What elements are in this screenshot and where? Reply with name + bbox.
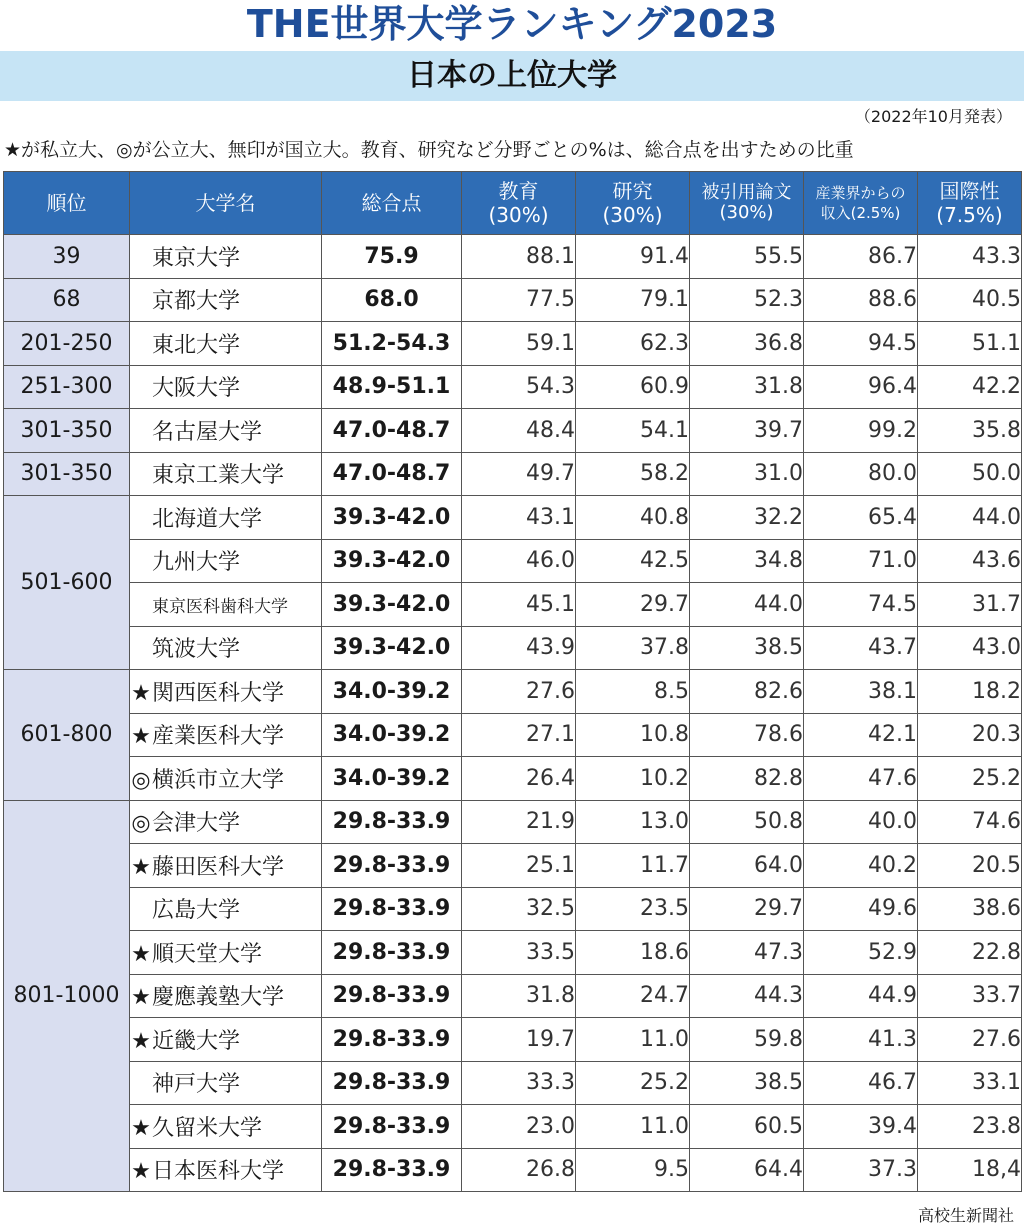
research-value: 91.4: [576, 235, 690, 279]
university-name-cell: [130, 583, 322, 627]
citations-value: 82.8: [690, 757, 804, 801]
research-value: 13.0: [576, 800, 690, 844]
international-value: 33.7: [918, 974, 1022, 1018]
university-name-cell: [130, 1105, 322, 1149]
table-row: [4, 1018, 1022, 1062]
university-type-mark: ◎: [131, 811, 151, 837]
university-name-cell: [130, 539, 322, 583]
table-row: [4, 1061, 1022, 1105]
university-name: 京都大学: [152, 289, 241, 315]
overall-score: 29.8-33.9: [322, 844, 462, 888]
overall-score: 39.3-42.0: [322, 496, 462, 540]
university-name: 藤田医科大学: [152, 854, 285, 880]
table-row: [4, 887, 1022, 931]
university-type-mark: ★: [131, 680, 151, 706]
citations-value: 36.8: [690, 322, 804, 366]
table-row: [4, 322, 1022, 366]
research-value: 60.9: [576, 365, 690, 409]
industry-income-value: 41.3: [804, 1018, 918, 1062]
international-value: 44.0: [918, 496, 1022, 540]
university-type-mark: ★: [131, 1028, 151, 1054]
overall-score: 47.0-48.7: [322, 409, 462, 453]
research-value: 54.1: [576, 409, 690, 453]
university-type-mark: ★: [131, 724, 151, 750]
overall-score: 75.9: [322, 235, 462, 279]
university-name-cell: [130, 1148, 322, 1192]
overall-score: 51.2-54.3: [322, 322, 462, 366]
rank-cell: 201-250: [4, 322, 130, 366]
international-value: 51.1: [918, 322, 1022, 366]
citations-value: 34.8: [690, 539, 804, 583]
table-row: [4, 496, 1022, 540]
industry-income-value: 39.4: [804, 1105, 918, 1149]
university-name-cell: [130, 931, 322, 975]
industry-income-value: 47.6: [804, 757, 918, 801]
industry-income-value: 40.2: [804, 844, 918, 888]
international-value: 35.8: [918, 409, 1022, 453]
university-name-cell: [130, 800, 322, 844]
university-name: 広島大学: [152, 898, 241, 924]
citations-value: 29.7: [690, 887, 804, 931]
teaching-value: 27.1: [462, 713, 576, 757]
overall-score: 29.8-33.9: [322, 800, 462, 844]
overall-score: 29.8-33.9: [322, 974, 462, 1018]
research-value: 29.7: [576, 583, 690, 627]
table-row: [4, 235, 1022, 279]
header-teaching: 教育 (30%): [462, 172, 576, 235]
teaching-value: 59.1: [462, 322, 576, 366]
industry-income-value: 99.2: [804, 409, 918, 453]
university-name: 名古屋大学: [152, 419, 263, 445]
teaching-value: 32.5: [462, 887, 576, 931]
research-value: 23.5: [576, 887, 690, 931]
overall-score: 39.3-42.0: [322, 583, 462, 627]
citations-value: 31.0: [690, 452, 804, 496]
university-type-mark: ★: [131, 854, 151, 880]
university-name: 近畿大学: [152, 1028, 241, 1054]
industry-income-value: 44.9: [804, 974, 918, 1018]
overall-score: 34.0-39.2: [322, 670, 462, 714]
citations-value: 47.3: [690, 931, 804, 975]
industry-income-value: 86.7: [804, 235, 918, 279]
university-name: 順天堂大学: [152, 941, 263, 967]
university-name: 慶應義塾大学: [152, 985, 285, 1011]
industry-income-value: 37.3: [804, 1148, 918, 1192]
research-value: 40.8: [576, 496, 690, 540]
industry-income-value: 88.6: [804, 278, 918, 322]
citations-value: 55.5: [690, 235, 804, 279]
research-value: 79.1: [576, 278, 690, 322]
overall-score: 29.8-33.9: [322, 887, 462, 931]
teaching-value: 43.9: [462, 626, 576, 670]
chart-title: THE世界大学ランキング2023: [246, 2, 778, 46]
industry-income-value: 52.9: [804, 931, 918, 975]
university-name-cell: [130, 626, 322, 670]
rank-cell: 301-350: [4, 409, 130, 453]
university-name: 日本医科大学: [152, 1159, 285, 1185]
header-citations: 被引用論文 (30%): [690, 172, 804, 235]
international-value: 50.0: [918, 452, 1022, 496]
teaching-value: 46.0: [462, 539, 576, 583]
credit-text: 高校生新聞社: [917, 1206, 1014, 1225]
rank-cell: 251-300: [4, 365, 130, 409]
overall-score: 34.0-39.2: [322, 757, 462, 801]
university-name: 大阪大学: [152, 376, 241, 402]
table-row: [4, 365, 1022, 409]
citations-value: 82.6: [690, 670, 804, 714]
industry-income-value: 38.1: [804, 670, 918, 714]
university-name: 神戸大学: [152, 1072, 241, 1098]
industry-income-value: 40.0: [804, 800, 918, 844]
teaching-value: 25.1: [462, 844, 576, 888]
university-name-cell: [130, 496, 322, 540]
citations-value: 38.5: [690, 1061, 804, 1105]
overall-score: 29.8-33.9: [322, 1105, 462, 1149]
international-value: 18,4: [918, 1148, 1022, 1192]
industry-income-value: 96.4: [804, 365, 918, 409]
citations-value: 78.6: [690, 713, 804, 757]
international-value: 18.2: [918, 670, 1022, 714]
table-row: [4, 1148, 1022, 1192]
table-row: [4, 670, 1022, 714]
teaching-value: 49.7: [462, 452, 576, 496]
university-name: 東京工業大学: [152, 463, 285, 489]
table-row: [4, 409, 1022, 453]
table-row: [4, 974, 1022, 1018]
overall-score: 29.8-33.9: [322, 931, 462, 975]
rank-cell: 68: [4, 278, 130, 322]
rank-cell: 801-1000: [4, 800, 130, 1192]
research-value: 37.8: [576, 626, 690, 670]
publication-date: （2022年10月発表）: [854, 107, 1012, 126]
international-value: 38.6: [918, 887, 1022, 931]
university-name-cell: [130, 844, 322, 888]
overall-score: 34.0-39.2: [322, 713, 462, 757]
university-name: 会津大学: [152, 811, 241, 837]
international-value: 22.8: [918, 931, 1022, 975]
university-name: 筑波大学: [152, 637, 241, 663]
overall-score: 29.8-33.9: [322, 1018, 462, 1062]
industry-income-value: 74.5: [804, 583, 918, 627]
header-row: [4, 172, 1022, 235]
teaching-value: 31.8: [462, 974, 576, 1018]
table-body: [4, 235, 1022, 1192]
citations-value: 38.5: [690, 626, 804, 670]
university-name: 横浜市立大学: [152, 767, 285, 793]
teaching-value: 26.4: [462, 757, 576, 801]
research-value: 62.3: [576, 322, 690, 366]
research-value: 18.6: [576, 931, 690, 975]
table-row: [4, 931, 1022, 975]
university-name: 久留米大学: [152, 1115, 263, 1141]
international-value: 43.6: [918, 539, 1022, 583]
header-rank: 順位: [4, 172, 130, 235]
teaching-value: 45.1: [462, 583, 576, 627]
table-row: [4, 539, 1022, 583]
research-value: 8.5: [576, 670, 690, 714]
table-row: [4, 844, 1022, 888]
international-value: 42.2: [918, 365, 1022, 409]
header-industry-income: 産業界からの 収入(2.5%): [804, 172, 918, 235]
citations-value: 64.0: [690, 844, 804, 888]
overall-score: 68.0: [322, 278, 462, 322]
university-name-cell: [130, 278, 322, 322]
international-value: 27.6: [918, 1018, 1022, 1062]
university-type-mark: ★: [131, 1115, 151, 1141]
university-name: 関西医科大学: [152, 680, 285, 706]
university-name-cell: [130, 365, 322, 409]
teaching-value: 43.1: [462, 496, 576, 540]
teaching-value: 77.5: [462, 278, 576, 322]
university-name: 九州大学: [152, 550, 241, 576]
university-name-cell: [130, 887, 322, 931]
research-value: 9.5: [576, 1148, 690, 1192]
teaching-value: 54.3: [462, 365, 576, 409]
university-name: 東北大学: [152, 332, 241, 358]
table-row: [4, 713, 1022, 757]
citations-value: 60.5: [690, 1105, 804, 1149]
citations-value: 59.8: [690, 1018, 804, 1062]
ranking-table: [3, 171, 1022, 1192]
teaching-value: 26.8: [462, 1148, 576, 1192]
research-value: 11.7: [576, 844, 690, 888]
rank-cell: 501-600: [4, 496, 130, 670]
citations-value: 50.8: [690, 800, 804, 844]
table-row: [4, 1105, 1022, 1149]
header-university: 大学名: [130, 172, 322, 235]
international-value: 23.8: [918, 1105, 1022, 1149]
international-value: 20.5: [918, 844, 1022, 888]
table-row: [4, 757, 1022, 801]
international-value: 20.3: [918, 713, 1022, 757]
industry-income-value: 43.7: [804, 626, 918, 670]
overall-score: 39.3-42.0: [322, 626, 462, 670]
university-name-cell: [130, 713, 322, 757]
table-row: [4, 452, 1022, 496]
university-name-cell: [130, 409, 322, 453]
research-value: 10.8: [576, 713, 690, 757]
university-name-cell: [130, 1018, 322, 1062]
university-type-mark: ★: [131, 985, 151, 1011]
university-name-cell: [130, 974, 322, 1018]
chart-subtitle: 日本の上位大学: [0, 51, 1024, 101]
university-name: 北海道大学: [152, 506, 263, 532]
university-name-cell: [130, 757, 322, 801]
citations-value: 44.0: [690, 583, 804, 627]
international-value: 31.7: [918, 583, 1022, 627]
teaching-value: 27.6: [462, 670, 576, 714]
header-research: 研究 (30%): [576, 172, 690, 235]
international-value: 43.3: [918, 235, 1022, 279]
research-value: 11.0: [576, 1105, 690, 1149]
table-row: [4, 800, 1022, 844]
research-value: 25.2: [576, 1061, 690, 1105]
industry-income-value: 46.7: [804, 1061, 918, 1105]
university-name: 産業医科大学: [152, 724, 285, 750]
international-value: 40.5: [918, 278, 1022, 322]
overall-score: 29.8-33.9: [322, 1061, 462, 1105]
teaching-value: 23.0: [462, 1105, 576, 1149]
industry-income-value: 65.4: [804, 496, 918, 540]
teaching-value: 33.5: [462, 931, 576, 975]
citations-value: 32.2: [690, 496, 804, 540]
international-value: 43.0: [918, 626, 1022, 670]
industry-income-value: 94.5: [804, 322, 918, 366]
citations-value: 44.3: [690, 974, 804, 1018]
rank-cell: 601-800: [4, 670, 130, 801]
teaching-value: 88.1: [462, 235, 576, 279]
table-row: [4, 583, 1022, 627]
legend-note: ★が私立大、◎が公立大、無印が国立大。教育、研究など分野ごとの%は、総合点を出すための比重: [4, 139, 854, 161]
overall-score: 39.3-42.0: [322, 539, 462, 583]
teaching-value: 33.3: [462, 1061, 576, 1105]
university-name-cell: [130, 452, 322, 496]
citations-value: 52.3: [690, 278, 804, 322]
table-row: [4, 626, 1022, 670]
table-row: [4, 278, 1022, 322]
rank-cell: 301-350: [4, 452, 130, 496]
header-international: 国際性 (7.5%): [918, 172, 1022, 235]
industry-income-value: 49.6: [804, 887, 918, 931]
university-type-mark: ◎: [131, 767, 151, 793]
international-value: 33.1: [918, 1061, 1022, 1105]
research-value: 24.7: [576, 974, 690, 1018]
teaching-value: 48.4: [462, 409, 576, 453]
research-value: 58.2: [576, 452, 690, 496]
citations-value: 64.4: [690, 1148, 804, 1192]
overall-score: 47.0-48.7: [322, 452, 462, 496]
teaching-value: 19.7: [462, 1018, 576, 1062]
citations-value: 31.8: [690, 365, 804, 409]
industry-income-value: 80.0: [804, 452, 918, 496]
university-name: 東京大学: [152, 245, 241, 271]
university-name-cell: [130, 670, 322, 714]
university-name-cell: [130, 322, 322, 366]
citations-value: 39.7: [690, 409, 804, 453]
industry-income-value: 71.0: [804, 539, 918, 583]
header-score: 総合点: [322, 172, 462, 235]
teaching-value: 21.9: [462, 800, 576, 844]
international-value: 74.6: [918, 800, 1022, 844]
overall-score: 29.8-33.9: [322, 1148, 462, 1192]
university-name-cell: [130, 235, 322, 279]
research-value: 11.0: [576, 1018, 690, 1062]
university-name: 東京医科歯科大学: [152, 596, 288, 617]
university-type-mark: ★: [131, 1159, 151, 1185]
industry-income-value: 42.1: [804, 713, 918, 757]
university-name-cell: [130, 1061, 322, 1105]
international-value: 25.2: [918, 757, 1022, 801]
overall-score: 48.9-51.1: [322, 365, 462, 409]
research-value: 10.2: [576, 757, 690, 801]
rank-cell: 39: [4, 235, 130, 279]
university-type-mark: ★: [131, 941, 151, 967]
research-value: 42.5: [576, 539, 690, 583]
